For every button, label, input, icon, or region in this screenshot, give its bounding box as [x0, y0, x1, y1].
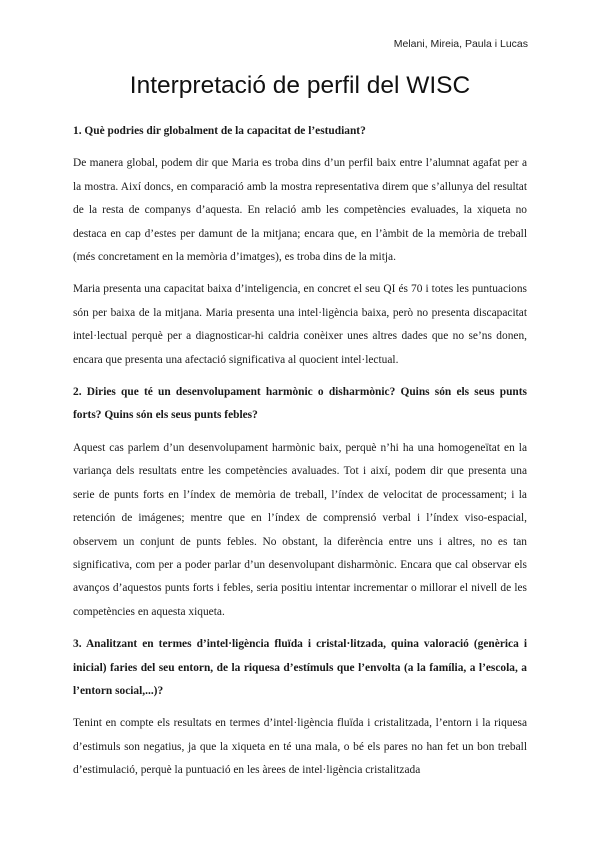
- section-2: [73, 381, 527, 624]
- section-3: [73, 633, 527, 782]
- question-heading: 1. Què podries dir globalment de la capacitat de l’estudiant?: [73, 125, 366, 137]
- answer-paragraph: Maria presenta una capacitat baixa d’inteligencia, en concret el seu QI és 70 i totes les puntuacions són per baixa de la mitjana. Maria presenta una intel·ligència baixa, però no presenta discapacitat intel·lectual perquè per a diagnosticar-hi caldria conèixer unes altres dades que no se’ns donen, encara que presenta una afectació significativa al quocient intel·lectual.: [73, 283, 527, 366]
- question-heading: 2. Diries que té un desenvolupament harmònic o disharmònic? Quins són els seus punts forts? Quins són els seus punts febles?: [73, 386, 527, 422]
- answer-paragraph: Tenint en compte els resultats en termes d’intel·ligència fluïda i cristalitzada, l’entorn i la riquesa d’estimuls son negatius, ja que la xiqueta en té una mala, o bé els pares no han fet un bon treball d’estimulació, perquè la puntuació en les àrees de intel·ligència cristalitzada: [73, 717, 527, 777]
- authors-header: Melani, Mireia, Paula i Lucas: [393, 38, 528, 50]
- answer-paragraph: De manera global, podem dir que Maria es troba dins d’un perfil baix entre l’alumnat agafat per a la mostra. Així doncs, en comparació amb la mostra representativa direm que s’allunya del resultat de la resta de companys d’aquesta. En relació amb les competències evaluades, la xiqueta no destaca en cap d’estes per damunt de la mitjana; encara que, en l’àmbit de la memòria de treball (més concretament en la memòria d’imatges), es troba dins de la mitja.: [73, 157, 527, 264]
- document-body: [73, 120, 527, 792]
- answer-paragraph: Aquest cas parlem d’un desenvolupament harmònic baix, perquè n’hi ha una homogeneïtat en la variança dels resultats entre les competències avaluades. Tot i així, podem dir que presenta una serie de punts forts en l’índex de memòria de treball, l’índex de velocitat de processament; i la retención de imágenes; mentre que en l’índex de comprensió verbal i l’índex viso-espacial, observem un conjunt de punts febles. No obstant, la diferència entre uns i altres, no es tan significativa, com per a poder parlar d’un desenvolupant disharmònic. Encara que cal observar els avanços d’aquestos punts forts i febles, seria positiu intentar incrementar o millorar el nivell de les competències en aquesta xiqueta.: [73, 441, 527, 618]
- section-1: [73, 120, 527, 372]
- page-title: Interpretació de perfil del WISC: [129, 72, 471, 99]
- question-heading: 3. Analitzant en termes d’intel·ligència fluïda i cristal·litzada, quina valoració (genèrica i inicial) faries del seu entorn, de la riquesa d’estímuls que l’envolta (a la família, a l’escola, a l’entorn social,...)?: [73, 638, 527, 697]
